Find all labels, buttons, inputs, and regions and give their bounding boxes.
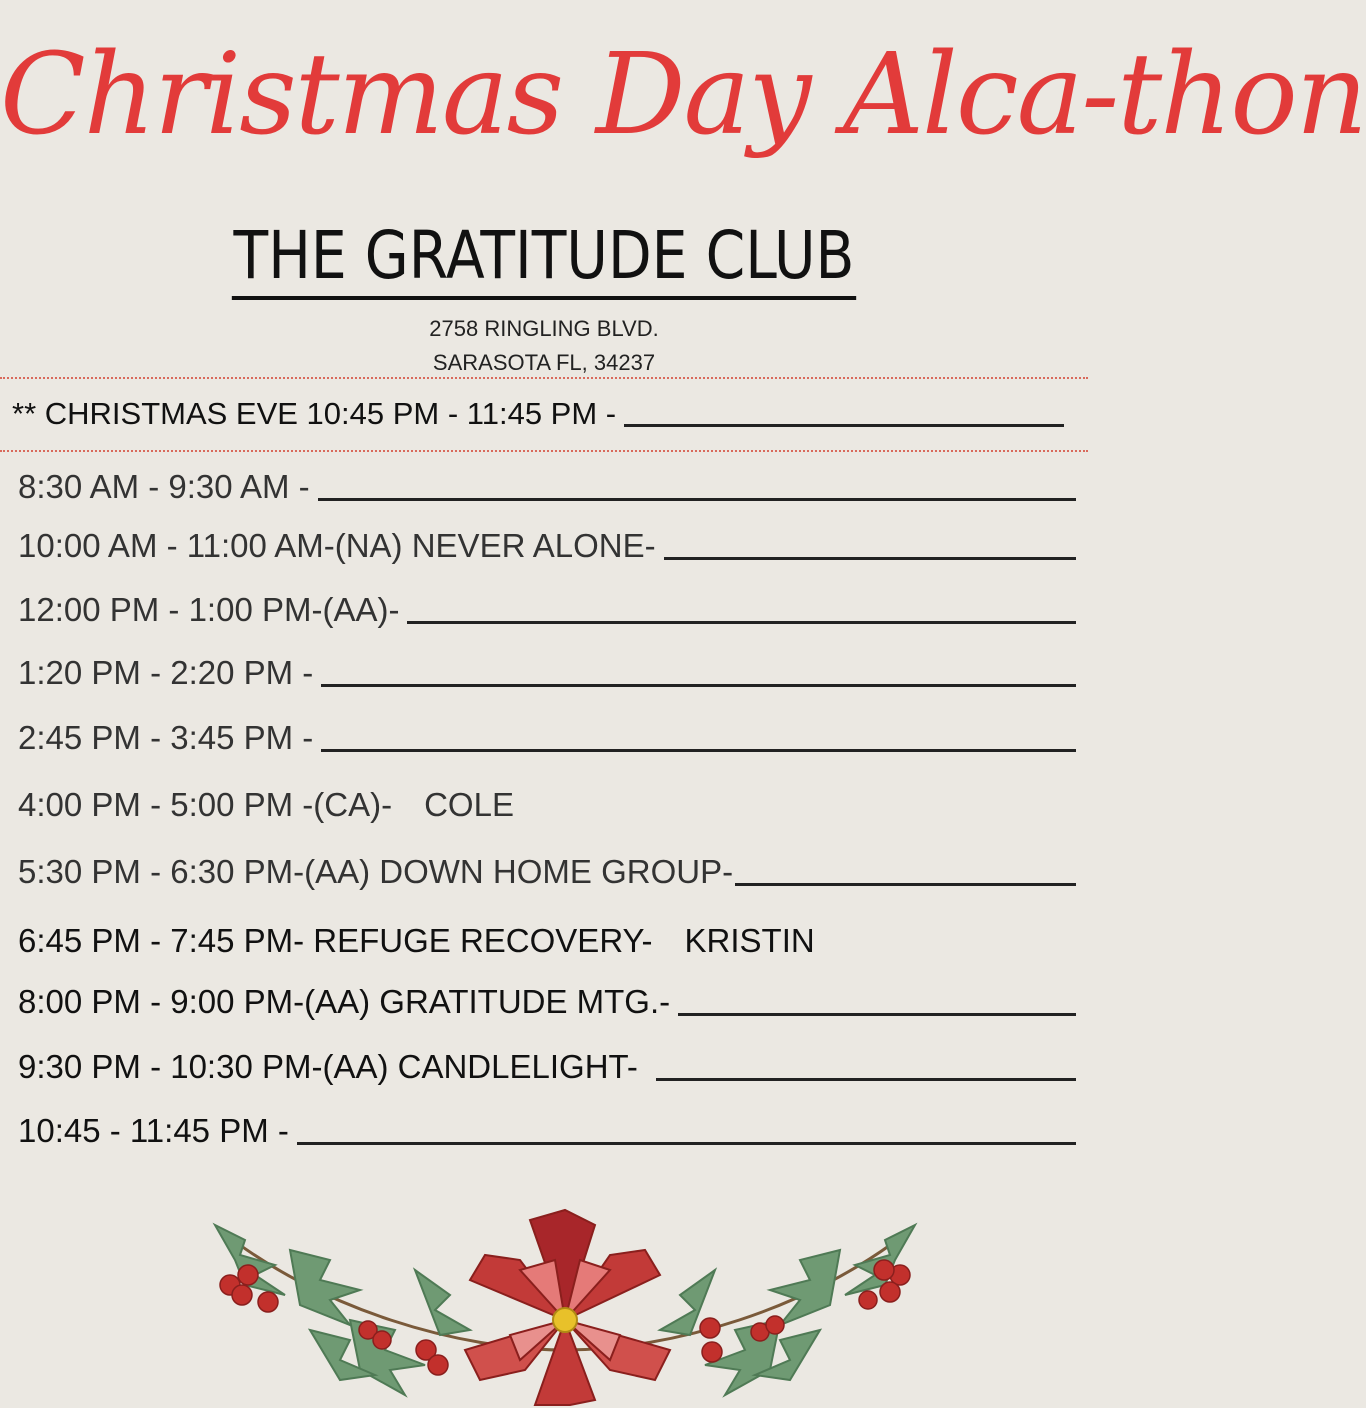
- address-line-2: SARASOTA FL, 34237: [432, 350, 656, 375]
- schedule-row: [18, 920, 1076, 960]
- address-line-1: 2758 RINGLING BLVD.: [429, 316, 659, 341]
- schedule-row: [18, 851, 1076, 891]
- time-slot-label: 6:45 PM - 7:45 PM- REFUGE RECOVERY-: [18, 922, 653, 959]
- signup-blank[interactable]: [318, 498, 1076, 501]
- time-slot-label: 10:45 - 11:45 PM -: [18, 1112, 289, 1149]
- schedule-row: [18, 717, 1076, 757]
- volunteer-name: COLE: [424, 786, 514, 823]
- volunteer-name: KRISTIN: [684, 922, 815, 959]
- signup-blank[interactable]: [678, 1013, 1076, 1016]
- signup-blank[interactable]: [664, 557, 1076, 560]
- page-title: Christmas Day Alca-thon: [0, 30, 1366, 160]
- time-slot-label: 9:30 PM - 10:30 PM-(AA) CANDLELIGHT-: [18, 1048, 638, 1085]
- time-slot-label: 8:30 AM - 9:30 AM -: [18, 468, 310, 505]
- signup-blank[interactable]: [656, 1078, 1076, 1081]
- poinsettia-holly-wreath-illustration: [200, 1200, 930, 1408]
- signup-blank[interactable]: [735, 883, 1076, 886]
- schedule-row: [18, 652, 1076, 692]
- signup-blank[interactable]: [407, 621, 1076, 624]
- time-slot-label: 5:30 PM - 6:30 PM-(AA) DOWN HOME GROUP-: [18, 853, 734, 890]
- time-slot-label: 4:00 PM - 5:00 PM -(CA)-: [18, 786, 393, 823]
- time-slot-label: 8:00 PM - 9:00 PM-(AA) GRATITUDE MTG.-: [18, 983, 671, 1020]
- poinsettia-flower: [465, 1210, 670, 1405]
- club-name-text: THE GRATITUDE CLUB: [232, 218, 856, 300]
- divider-bottom: [0, 450, 1088, 452]
- time-slot-label: 10:00 AM - 11:00 AM-(NA) NEVER ALONE-: [18, 527, 656, 564]
- schedule-row: [18, 466, 1076, 506]
- signup-blank[interactable]: [624, 424, 1064, 427]
- club-name: [0, 218, 1088, 300]
- schedule-row: [18, 784, 1076, 824]
- schedule-row: [18, 1110, 1076, 1150]
- schedule-row: [18, 981, 1076, 1021]
- time-slot-label: 12:00 PM - 1:00 PM-(AA)-: [18, 591, 400, 628]
- divider-top: [0, 377, 1088, 379]
- schedule-row: [18, 525, 1076, 565]
- schedule-row: [18, 589, 1076, 629]
- signup-blank[interactable]: [321, 749, 1076, 752]
- signup-blank[interactable]: [321, 684, 1076, 687]
- schedule-row: [18, 1046, 1076, 1086]
- holly-leaves-right: [660, 1225, 915, 1395]
- signup-blank[interactable]: [297, 1142, 1076, 1145]
- time-slot-label: 2:45 PM - 3:45 PM -: [18, 719, 314, 756]
- christmas-eve-label: ** CHRISTMAS EVE 10:45 PM - 11:45 PM -: [12, 396, 617, 431]
- time-slot-label: 1:20 PM - 2:20 PM -: [18, 654, 314, 691]
- christmas-eve-row: [12, 392, 1072, 432]
